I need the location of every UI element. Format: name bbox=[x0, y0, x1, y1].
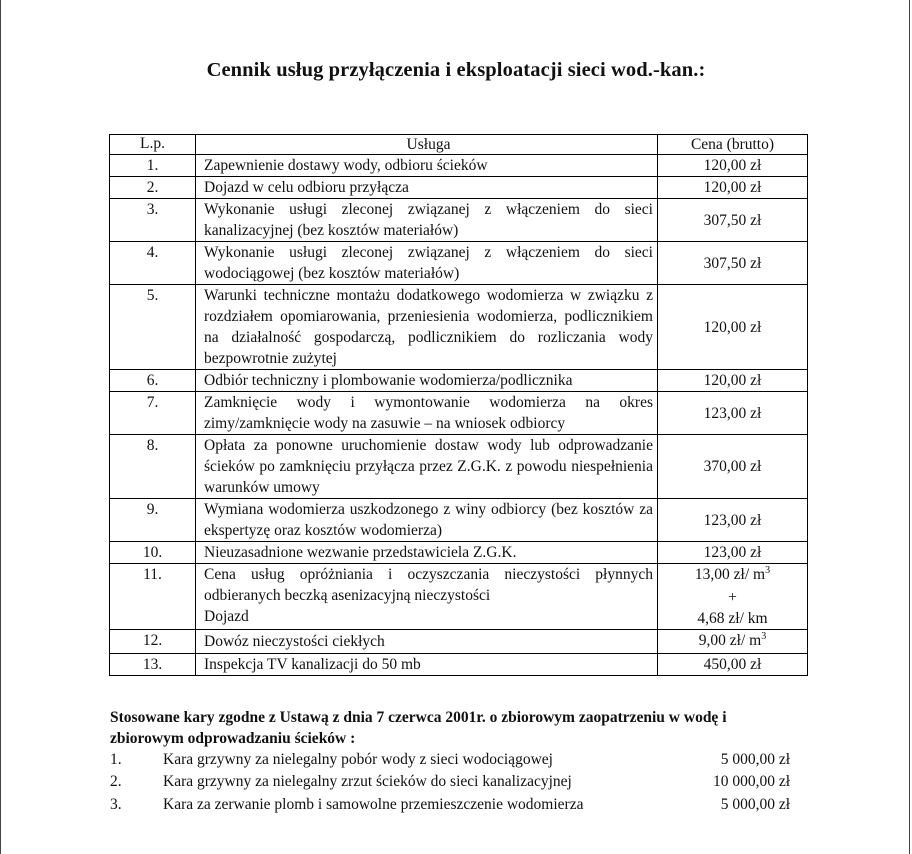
table-row bbox=[110, 199, 808, 242]
penalty-item bbox=[110, 749, 790, 770]
row-service-main: Cena usług opróżniania i oczyszczania nieczystości płynnych odbieranych beczką asenizacyjną nieczystości bbox=[204, 566, 653, 604]
table-row bbox=[110, 177, 808, 199]
row-lp: 11. bbox=[110, 564, 196, 630]
header-lp: L.p. bbox=[110, 135, 196, 155]
row-lp: 12. bbox=[110, 630, 196, 654]
penalties-heading: Stosowane kary zgodne z Ustawą z dnia 7 czerwca 2001r. o zbiorowym zaopatrzeniu w wodę i zbiorowym odprowadzaniu ścieków : bbox=[110, 709, 727, 747]
row-price-value: 9,00 zł/ m bbox=[698, 632, 762, 649]
row-price: 123,00 zł bbox=[658, 542, 808, 564]
row-price-plus: + bbox=[728, 589, 737, 606]
row-service: Inspekcja TV kanalizacji do 50 mb bbox=[196, 654, 658, 676]
row-lp: 7. bbox=[110, 392, 196, 435]
table-row bbox=[110, 242, 808, 285]
table-row bbox=[110, 370, 808, 392]
row-service: Opłata za ponowne uruchomienie dostaw wody lub odprowadzanie ścieków po zamknięciu przyłącza przez Z.G.K. z powodu niespełnienia warunków umowy bbox=[196, 435, 658, 499]
row-lp: 4. bbox=[110, 242, 196, 285]
row-price: 307,50 zł bbox=[658, 242, 808, 285]
row-lp: 2. bbox=[110, 177, 196, 199]
row-service: Zamknięcie wody i wymontowanie wodomierza na okres zimy/zamknięcie wody na zasuwie – na wniosek odbiorcy bbox=[196, 392, 658, 435]
table-row bbox=[110, 564, 808, 630]
table-row bbox=[110, 542, 808, 564]
row-lp: 1. bbox=[110, 155, 196, 177]
row-lp: 6. bbox=[110, 370, 196, 392]
penalty-text: Kara za zerwanie plomb i samowolne przemieszczenie wodomierza bbox=[163, 796, 584, 813]
penalty-text: Kara grzywny za nielegalny zrzut ścieków do sieci kanalizacyjnej bbox=[163, 773, 572, 790]
row-price: 370,00 zł bbox=[658, 435, 808, 499]
row-lp: 9. bbox=[110, 499, 196, 542]
table-header-row bbox=[110, 135, 808, 155]
page-edge-right bbox=[909, 0, 910, 854]
row-price-value: 13,00 zł/ m bbox=[694, 566, 766, 583]
page-edge-left bbox=[0, 0, 1, 854]
table-row bbox=[110, 654, 808, 676]
table-row bbox=[110, 630, 808, 654]
row-price-sup: 3 bbox=[761, 631, 767, 642]
penalty-amount: 5 000,00 zł bbox=[720, 751, 790, 768]
row-lp: 5. bbox=[110, 285, 196, 370]
row-price: 123,00 zł bbox=[658, 499, 808, 542]
row-service: Wykonanie usługi zleconej związanej z włączeniem do sieci kanalizacyjnej (bez kosztów materiałów) bbox=[196, 199, 658, 242]
row-lp: 8. bbox=[110, 435, 196, 499]
penalty-number: 1. bbox=[110, 751, 122, 768]
row-service: Zapewnienie dostawy wody, odbioru ścieków bbox=[196, 155, 658, 177]
row-service: Nieuzasadnione wezwanie przedstawiciela Z.G.K. bbox=[196, 542, 658, 564]
penalty-amount: 5 000,00 zł bbox=[720, 796, 790, 813]
row-lp: 3. bbox=[110, 199, 196, 242]
row-service-line2: Dojazd bbox=[204, 608, 249, 625]
penalty-item bbox=[110, 794, 790, 815]
row-lp: 10. bbox=[110, 542, 196, 564]
page-title: Cennik usług przyłączenia i eksploatacji sieci wod.-kan.: bbox=[206, 59, 706, 81]
header-service: Usługa bbox=[196, 135, 658, 155]
table-row bbox=[110, 285, 808, 370]
row-price: 120,00 zł bbox=[658, 370, 808, 392]
row-service: Odbiór techniczny i plombowanie wodomierza/podlicznika bbox=[196, 370, 658, 392]
penalty-text: Kara grzywny za nielegalny pobór wody z sieci wodociągowej bbox=[163, 751, 553, 768]
row-service: Warunki techniczne montażu dodatkowego wodomierza w związku z rozdziałem opomiarowania, przeniesienia wodomierza, podlicznikiem na działalność gospodarczą, podlicznikiem do rozliczania wody bezpowrotnie zużytej bbox=[196, 285, 658, 370]
row-price: 123,00 zł bbox=[658, 392, 808, 435]
row-price: 307,50 zł bbox=[658, 199, 808, 242]
penalty-item bbox=[110, 771, 790, 792]
row-lp: 13. bbox=[110, 654, 196, 676]
penalty-number: 3. bbox=[110, 796, 122, 813]
row-price: 120,00 zł bbox=[658, 177, 808, 199]
price-table bbox=[109, 134, 808, 676]
row-price-sup: 3 bbox=[765, 565, 771, 576]
row-price: 120,00 zł bbox=[658, 155, 808, 177]
row-service bbox=[196, 564, 658, 630]
row-service: Wymiana wodomierza uszkodzonego z winy odbiorcy (bez kosztów za ekspertyzę oraz kosztów wodomierza) bbox=[196, 499, 658, 542]
penalty-number: 2. bbox=[110, 773, 122, 790]
penalty-amount: 10 000,00 zł bbox=[712, 773, 790, 790]
row-price-second: 4,68 zł/ km bbox=[697, 610, 768, 627]
row-service: Dowóz nieczystości ciekłych bbox=[196, 630, 658, 654]
row-price bbox=[658, 564, 808, 630]
row-price bbox=[658, 630, 808, 654]
table-row bbox=[110, 435, 808, 499]
table-row bbox=[110, 392, 808, 435]
table-row bbox=[110, 155, 808, 177]
row-price: 120,00 zł bbox=[658, 285, 808, 370]
header-price: Cena (brutto) bbox=[658, 135, 808, 155]
table-row bbox=[110, 499, 808, 542]
row-service: Wykonanie usługi zleconej związanej z włączeniem do sieci wodociągowej (bez kosztów materiałów) bbox=[196, 242, 658, 285]
row-price-main bbox=[658, 564, 807, 587]
row-service: Dojazd w celu odbioru przyłącza bbox=[196, 177, 658, 199]
row-price: 450,00 zł bbox=[658, 654, 808, 676]
